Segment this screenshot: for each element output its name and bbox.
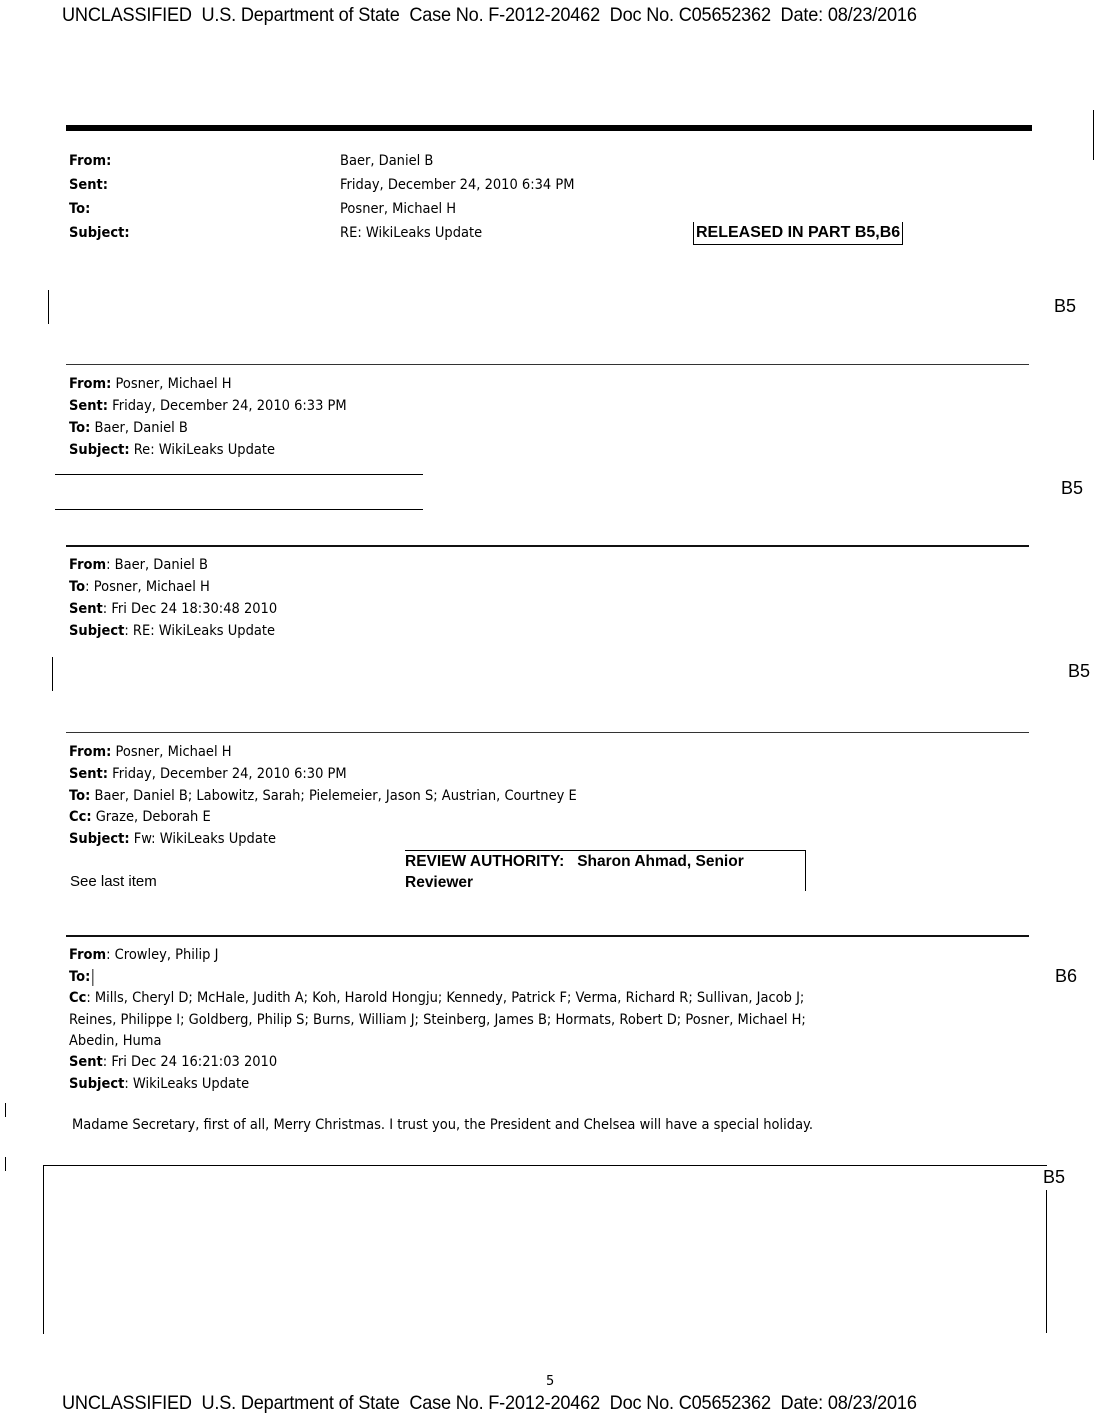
message-divider (66, 545, 1029, 547)
to-label: To: (69, 201, 91, 217)
to-label: To: (69, 788, 91, 804)
page-number: 5 (546, 1374, 555, 1389)
subject-label: Subject: (69, 225, 130, 241)
from-value: : Baer, Daniel B (106, 557, 208, 573)
subject-line (69, 439, 275, 461)
to-label: To: (69, 969, 91, 985)
subject-line (69, 1073, 249, 1095)
header-divider (66, 125, 1032, 131)
exemption-code: B5 (1061, 478, 1084, 498)
subject-label: Subject (69, 1076, 125, 1092)
exemption-code: B5 (1043, 1167, 1066, 1187)
sent-value: Friday, December 24, 2010 6:30 PM (108, 766, 347, 782)
from-line (69, 741, 232, 763)
unclassified-footer-stamp: UNCLASSIFIED U.S. Department of State Case No. F-2012-20462 Doc No. C05652362 Date: 08/23/2016 (62, 1392, 917, 1414)
from-line (69, 554, 208, 576)
to-value: Baer, Daniel B; Labowitz, Sarah; Pielemeier, Jason S; Austrian, Courtney E (90, 788, 577, 804)
cc-line-2: Reines, Philippe I; Goldberg, Philip S; Burns, William J; Steinberg, James B; Hormats, Robert D; Posner, Michael H; (69, 1012, 806, 1028)
redaction-margin-bar (48, 290, 49, 324)
from-label: From (69, 947, 107, 963)
subject-value: Re: WikiLeaks Update (129, 442, 276, 458)
cc-line (69, 806, 211, 828)
from-label: From (69, 557, 107, 573)
scan-mark (1093, 110, 1094, 160)
sent-value: Friday, December 24, 2010 6:34 PM (340, 177, 575, 193)
redaction-box (43, 1165, 1047, 1334)
cc-line (69, 987, 804, 1009)
sent-label: Sent (69, 1054, 103, 1070)
from-label: From: (69, 744, 112, 760)
sent-value: : Fri Dec 24 16:21:03 2010 (102, 1054, 278, 1070)
message-body: See last item (70, 873, 157, 890)
redaction-line (55, 474, 423, 475)
redaction-margin-bar (52, 657, 53, 691)
cc-line-3: Abedin, Huma (69, 1033, 162, 1049)
exemption-code: B5 (1054, 296, 1077, 316)
subject-value: Fw: WikiLeaks Update (129, 831, 276, 847)
from-line (69, 944, 218, 966)
to-label: To: (69, 420, 91, 436)
subject-value: : WikiLeaks Update (124, 1076, 250, 1092)
from-label: From: (69, 153, 112, 169)
redaction-margin-bar (1046, 1190, 1047, 1333)
sent-label: Sent: (69, 177, 109, 193)
release-stamp: RELEASED IN PART B5,B6 (693, 222, 903, 245)
exemption-code: B6 (1055, 966, 1078, 986)
to-line (69, 417, 188, 439)
sent-label: Sent: (69, 766, 109, 782)
to-label: To (69, 579, 86, 595)
cc-value-1: : Mills, Cheryl D; McHale, Judith A; Koh, Harold Hongju; Kennedy, Patrick F; Verma, Richard R; Sullivan, Jacob J; (86, 990, 805, 1006)
redaction-line (55, 509, 423, 510)
unclassified-header-stamp: UNCLASSIFIED U.S. Department of State Case No. F-2012-20462 Doc No. C05652362 Date: 08/23/2016 (62, 4, 917, 26)
message-body: Madame Secretary, first of all, Merry Christmas. I trust you, the President and Chelsea will have a special holiday. (72, 1117, 814, 1133)
review-authority-line-1: REVIEW AUTHORITY: Sharon Ahmad, Senior (405, 853, 744, 870)
to-value: Baer, Daniel B (90, 420, 188, 436)
scan-mark (5, 1157, 6, 1171)
scan-mark (5, 1103, 6, 1117)
from-value: Baer, Daniel B (340, 153, 434, 169)
cc-label: Cc: (69, 809, 92, 825)
review-authority-line-2: Reviewer (405, 874, 474, 891)
exemption-code: B5 (1068, 661, 1091, 681)
subject-line (69, 620, 275, 642)
from-line (69, 373, 232, 395)
subject-value: : RE: WikiLeaks Update (124, 623, 276, 639)
to-line (69, 785, 577, 807)
review-authority-stamp (405, 850, 806, 891)
to-line (69, 966, 93, 988)
from-value: Posner, Michael H (111, 376, 232, 392)
sent-value: Friday, December 24, 2010 6:33 PM (108, 398, 347, 414)
from-label: From: (69, 376, 112, 392)
subject-label: Subject (69, 623, 125, 639)
sent-line (69, 598, 277, 620)
from-value: Posner, Michael H (111, 744, 232, 760)
to-value: : Posner, Michael H (85, 579, 210, 595)
sent-label: Sent (69, 601, 103, 617)
to-value: Posner, Michael H (340, 201, 457, 217)
subject-line (69, 828, 276, 850)
message-divider (66, 364, 1029, 365)
sent-line (69, 395, 347, 417)
message-divider (66, 935, 1029, 937)
sent-line (69, 1051, 277, 1073)
cc-label: Cc (69, 990, 87, 1006)
to-line (69, 576, 210, 598)
sent-value: : Fri Dec 24 18:30:48 2010 (102, 601, 278, 617)
sent-line (69, 763, 347, 785)
subject-label: Subject: (69, 831, 130, 847)
sent-label: Sent: (69, 398, 109, 414)
redacted-recipient-marker (92, 969, 93, 986)
message-divider (66, 732, 1029, 733)
cc-value: Graze, Deborah E (91, 809, 211, 825)
subject-label: Subject: (69, 442, 130, 458)
from-value: : Crowley, Philip J (106, 947, 219, 963)
subject-value: RE: WikiLeaks Update (340, 225, 483, 241)
